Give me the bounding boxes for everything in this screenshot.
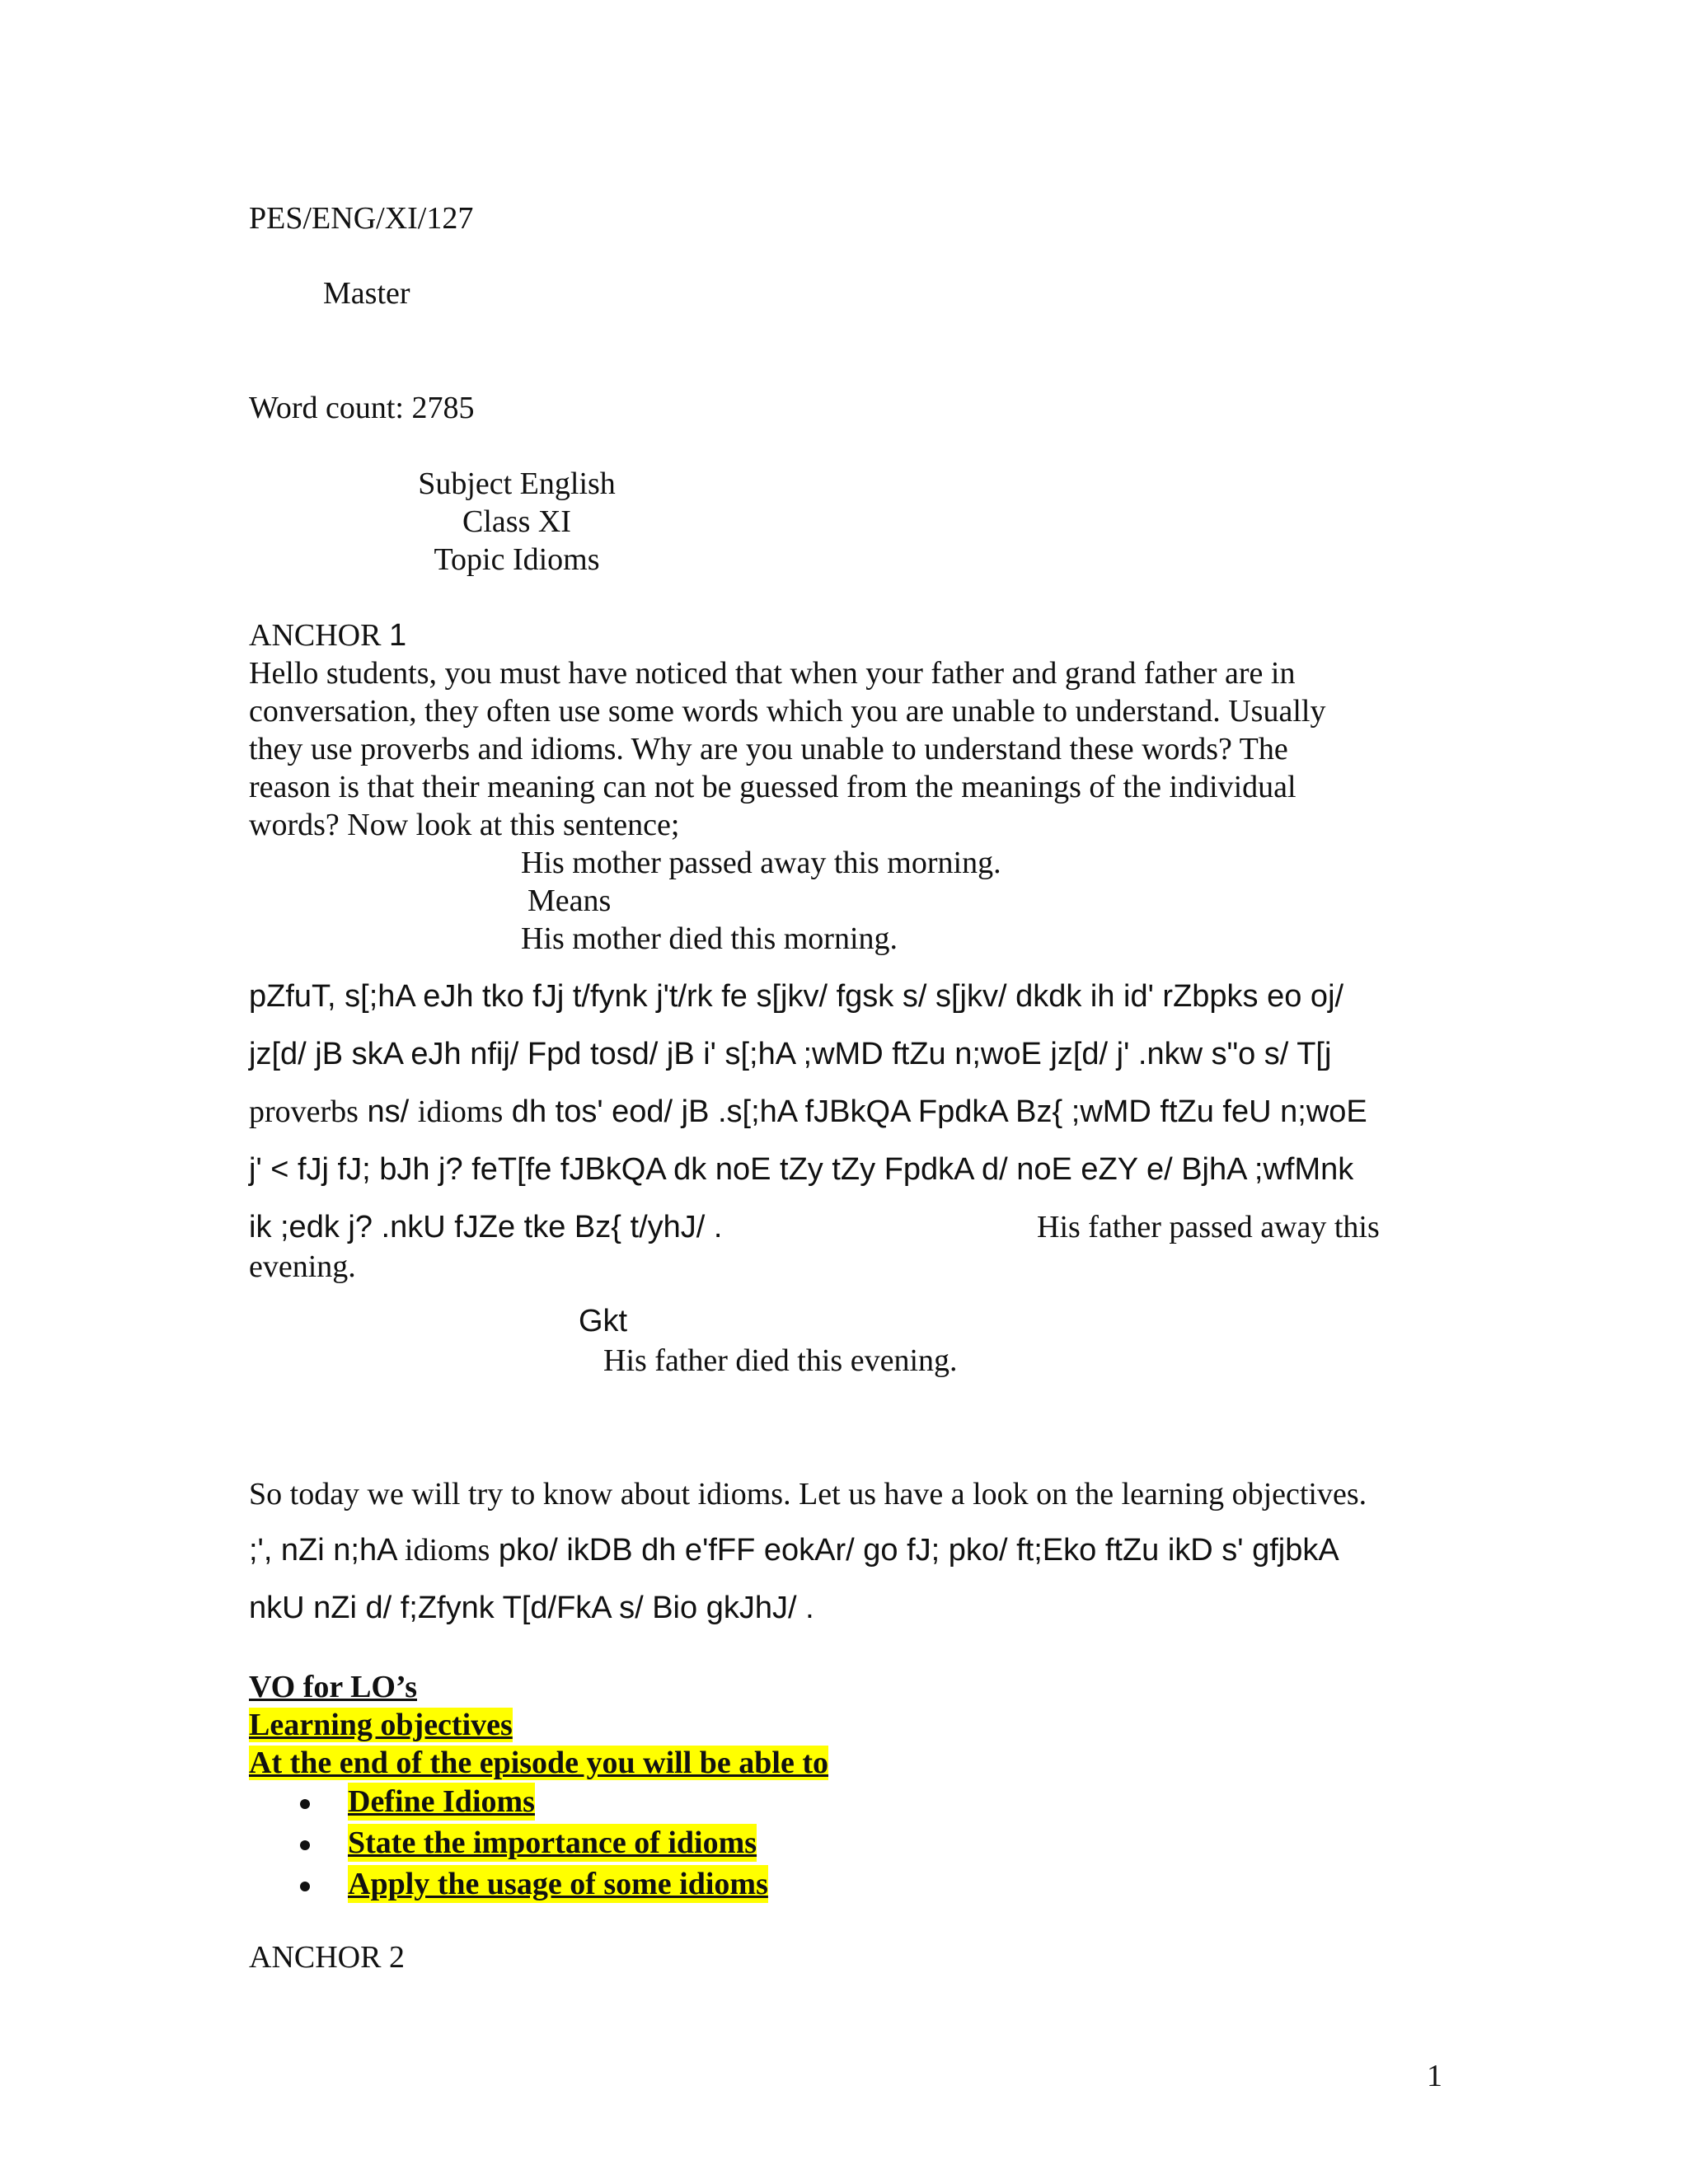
intro-line: words? Now look at this sentence; — [249, 808, 680, 842]
gurmukhi-line: ;', nZi n;hA idioms pko/ ikDB dh e'fFF eokAr/ go fJ; pko/ ft;Eko ftZu ikD s' gfjbkA — [249, 1533, 1339, 1568]
anchor-1-heading — [249, 616, 406, 654]
class-line: Class XI — [462, 504, 571, 539]
master-label: Master — [323, 276, 410, 311]
topic-line: Topic Idioms — [434, 542, 600, 577]
example-2-sentence: His father passed away this — [1037, 1210, 1380, 1244]
example-2-means: Gkt — [579, 1304, 628, 1338]
gurmukhi-line: nkU nZi d/ f;Zfynk T[d/FkA s/ Bio gkJhJ/ . — [249, 1591, 814, 1625]
intro-line: Hello students, you must have noticed that when your father and grand father are in — [249, 656, 1296, 691]
word-count: Word count: 2785 — [249, 391, 475, 425]
lo-heading: Learning objectives — [249, 1708, 513, 1742]
anchor-1-number: 1 — [388, 618, 407, 653]
example-2-sentence-continued: evening. — [249, 1249, 356, 1284]
anchor-2-heading: ANCHOR 2 — [249, 1940, 405, 1975]
objective-text: Apply the usage of some idioms — [348, 1867, 768, 1901]
gurmukhi-line: pZfuT, s[;hA eJh tko fJj t/fynk j't/rk fe s[jkv/ fgsk s/ s[jkv/ dkdk ih id' rZbpks eo oj/ — [249, 979, 1344, 1014]
subject-line: Subject English — [418, 466, 616, 501]
example-2-meaning: His father died this evening. — [603, 1343, 958, 1378]
example-1-meaning: His mother died this morning. — [521, 921, 898, 956]
bullet-icon — [300, 1840, 310, 1850]
intro-line: conversation, they often use some words which you are unable to understand. Usually — [249, 694, 1326, 729]
lo-intro: At the end of the episode you will be able to — [249, 1746, 828, 1780]
example-1-means: Means — [528, 883, 612, 918]
vo-heading: VO for LO’s — [249, 1670, 418, 1704]
gurmukhi-line: ik ;edk j? .nkU fJZe tke Bz{ t/yhJ/ . — [249, 1210, 723, 1244]
bullet-icon — [300, 1882, 310, 1891]
gurmukhi-line: j' < fJj fJ; bJh j? feT[fe fJBkQA dk noE tZy tZy FpdkA d/ noE eZY e/ BjhA ;wfMnk — [249, 1152, 1354, 1187]
page-number: 1 — [1427, 2059, 1442, 2093]
today-line: So today we will try to know about idioms. Let us have a look on the learning objectives. — [249, 1477, 1367, 1511]
gurmukhi-line: jz[d/ jB skA eJh nfij/ Fpd tosd/ jB i' s[;hA ;wMD ftZu n;woE jz[d/ j' .nkw s"o s/ T[j — [249, 1037, 1332, 1071]
intro-paragraph — [249, 654, 1436, 844]
example-1-sentence: His mother passed away this morning. — [521, 846, 1001, 880]
lo-heading-wrap — [249, 1706, 513, 1744]
intro-line: they use proverbs and idioms. Why are you unable to understand these words? The — [249, 732, 1288, 766]
lo-intro-wrap — [249, 1744, 828, 1782]
objective-text: State the importance of idioms — [348, 1825, 757, 1860]
anchor-1-label: ANCHOR — [249, 618, 389, 653]
document-code: PES/ENG/XI/127 — [249, 201, 474, 236]
gurmukhi-line: proverbs ns/ idioms dh tos' eod/ jB .s[;hA fJBkQA FpdkA Bz{ ;wMD ftZu feU n;woE — [249, 1094, 1367, 1129]
bullet-icon — [300, 1799, 310, 1809]
objective-text: Define Idioms — [348, 1784, 535, 1819]
intro-line: reason is that their meaning can not be guessed from the meanings of the individual — [249, 770, 1296, 804]
